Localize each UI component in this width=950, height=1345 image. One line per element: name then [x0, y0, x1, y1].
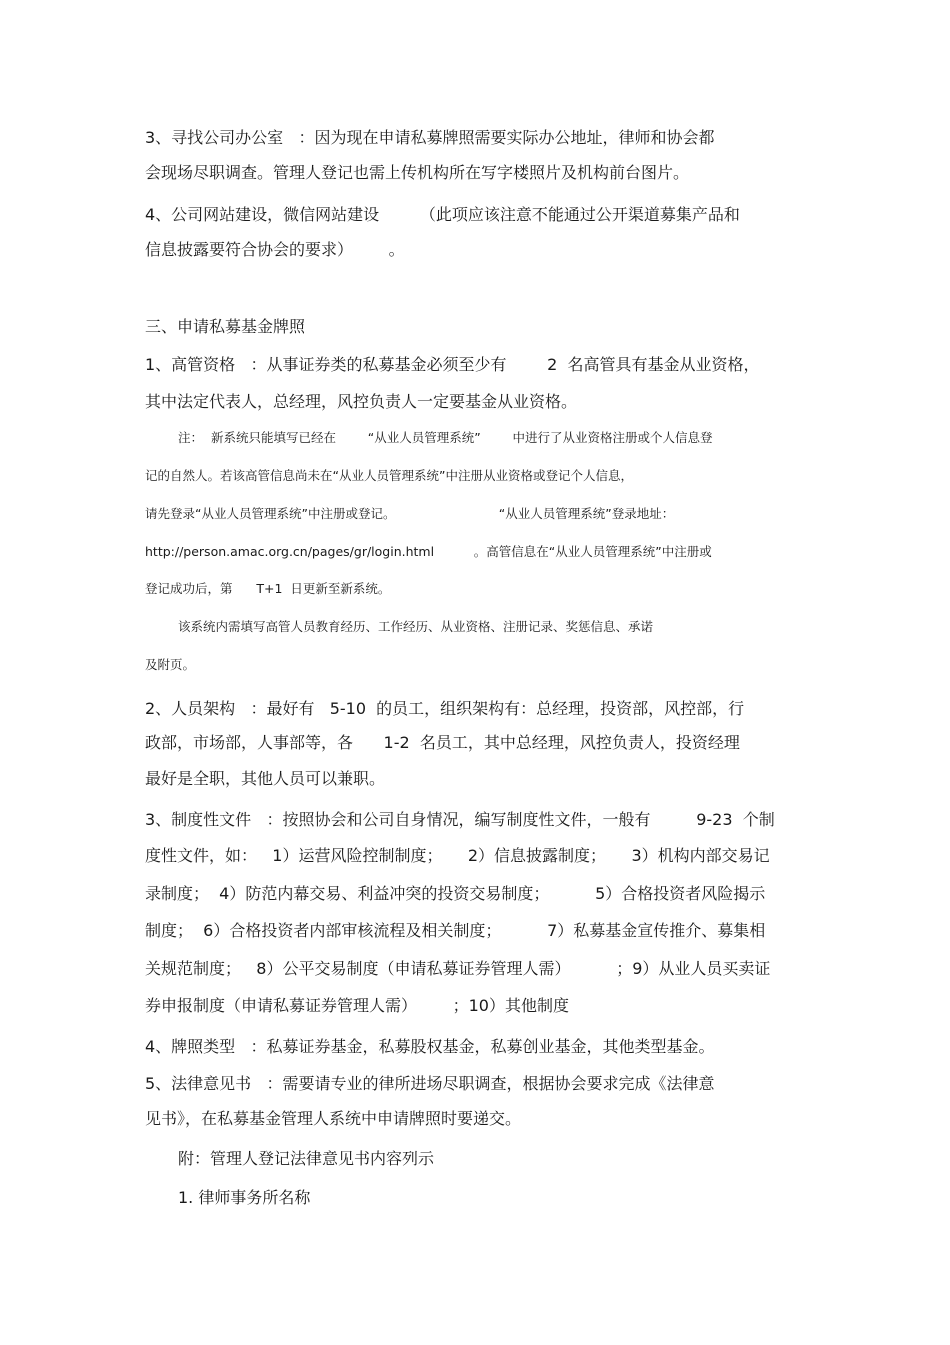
note-line: 请先登录“从业人员管理系统”中注册或登记。 “从业人员管理系统”登录地址：: [145, 506, 675, 521]
text-line: 见书》，在私募基金管理人系统中申请牌照时要递交。: [145, 1109, 522, 1128]
note-line: http://person.amac.org.cn/pages/gr/login.html 。高管信息在“从业人员管理系统”中注册或: [145, 544, 712, 559]
text-line: 1、高管资格 ：从事证券类的私募基金必须至少有 2 名高管具有基金从业资格，: [145, 355, 760, 374]
text-line: 4、牌照类型 ：私募证券基金，私募股权基金，私募创业基金，其他类型基金。: [145, 1037, 715, 1056]
note-line: 该系统内需填写高管人员教育经历、工作经历、从业资格、注册记录、奖惩信息、承诺: [178, 619, 654, 634]
section-heading: 三、申请私募基金牌照: [145, 317, 306, 336]
text-line: 最好是全职，其他人员可以兼职。: [145, 769, 386, 788]
text-line: 制度； 6）合格投资者内部审核流程及相关制度； 7）私募基金宣传推介、募集相: [145, 921, 766, 940]
text-line: 关规范制度； 8）公平交易制度（申请私募证券管理人需） ；9）从业人员买卖证: [145, 959, 771, 978]
text-line: 度性文件，如： 1）运营风险控制制度； 2）信息披露制度； 3）机构内部交易记: [145, 846, 770, 865]
note-line: 及附页。: [145, 657, 196, 672]
note-line: 记的自然人。若该高管信息尚未在“从业人员管理系统”中注册从业资格或登记个人信息，: [145, 468, 633, 483]
text-line: 3、寻找公司办公室 ：因为现在申请私募牌照需要实际办公地址，律师和协会都: [145, 128, 715, 147]
text-line: 2、人员架构 ：最好有 5-10 的员工，组织架构有：总经理，投资部，风控部，行: [145, 699, 745, 718]
note-line: 登记成功后，第 T+1 日更新至新系统。: [145, 581, 391, 596]
appendix-heading: 附：管理人登记法律意见书内容列示: [178, 1149, 435, 1168]
text-line: 券申报制度（申请私募证券管理人需） ；10）其他制度: [145, 996, 569, 1015]
list-item: 1. 律师事务所名称: [178, 1188, 311, 1207]
text-line: 录制度； 4）防范内幕交易、利益冲突的投资交易制度； 5）合格投资者风险揭示: [145, 884, 766, 903]
text-line: 会现场尽职调查。管理人登记也需上传机构所在写字楼照片及机构前台图片。: [145, 163, 690, 182]
note-line: 注： 新系统只能填写已经在 “从业人员管理系统” 中进行了从业资格注册或个人信息登: [178, 430, 713, 445]
text-line: 5、法律意见书 ：需要请专业的律所进场尽职调查，根据协会要求完成《法律意: [145, 1074, 715, 1093]
text-line: 政部，市场部，人事部等，各 1-2 名员工，其中总经理，风控负责人，投资经理: [145, 733, 740, 752]
text-line: 其中法定代表人，总经理，风控负责人一定要基金从业资格。: [145, 392, 578, 411]
text-line: 3、制度性文件 ：按照协会和公司自身情况，编写制度性文件，一般有 9-23 个制: [145, 810, 775, 829]
text-line: 信息披露要符合协会的要求） 。: [145, 240, 405, 259]
text-line: 4、公司网站建设，微信网站建设 （此项应该注意不能通过公开渠道募集产品和: [145, 205, 740, 224]
